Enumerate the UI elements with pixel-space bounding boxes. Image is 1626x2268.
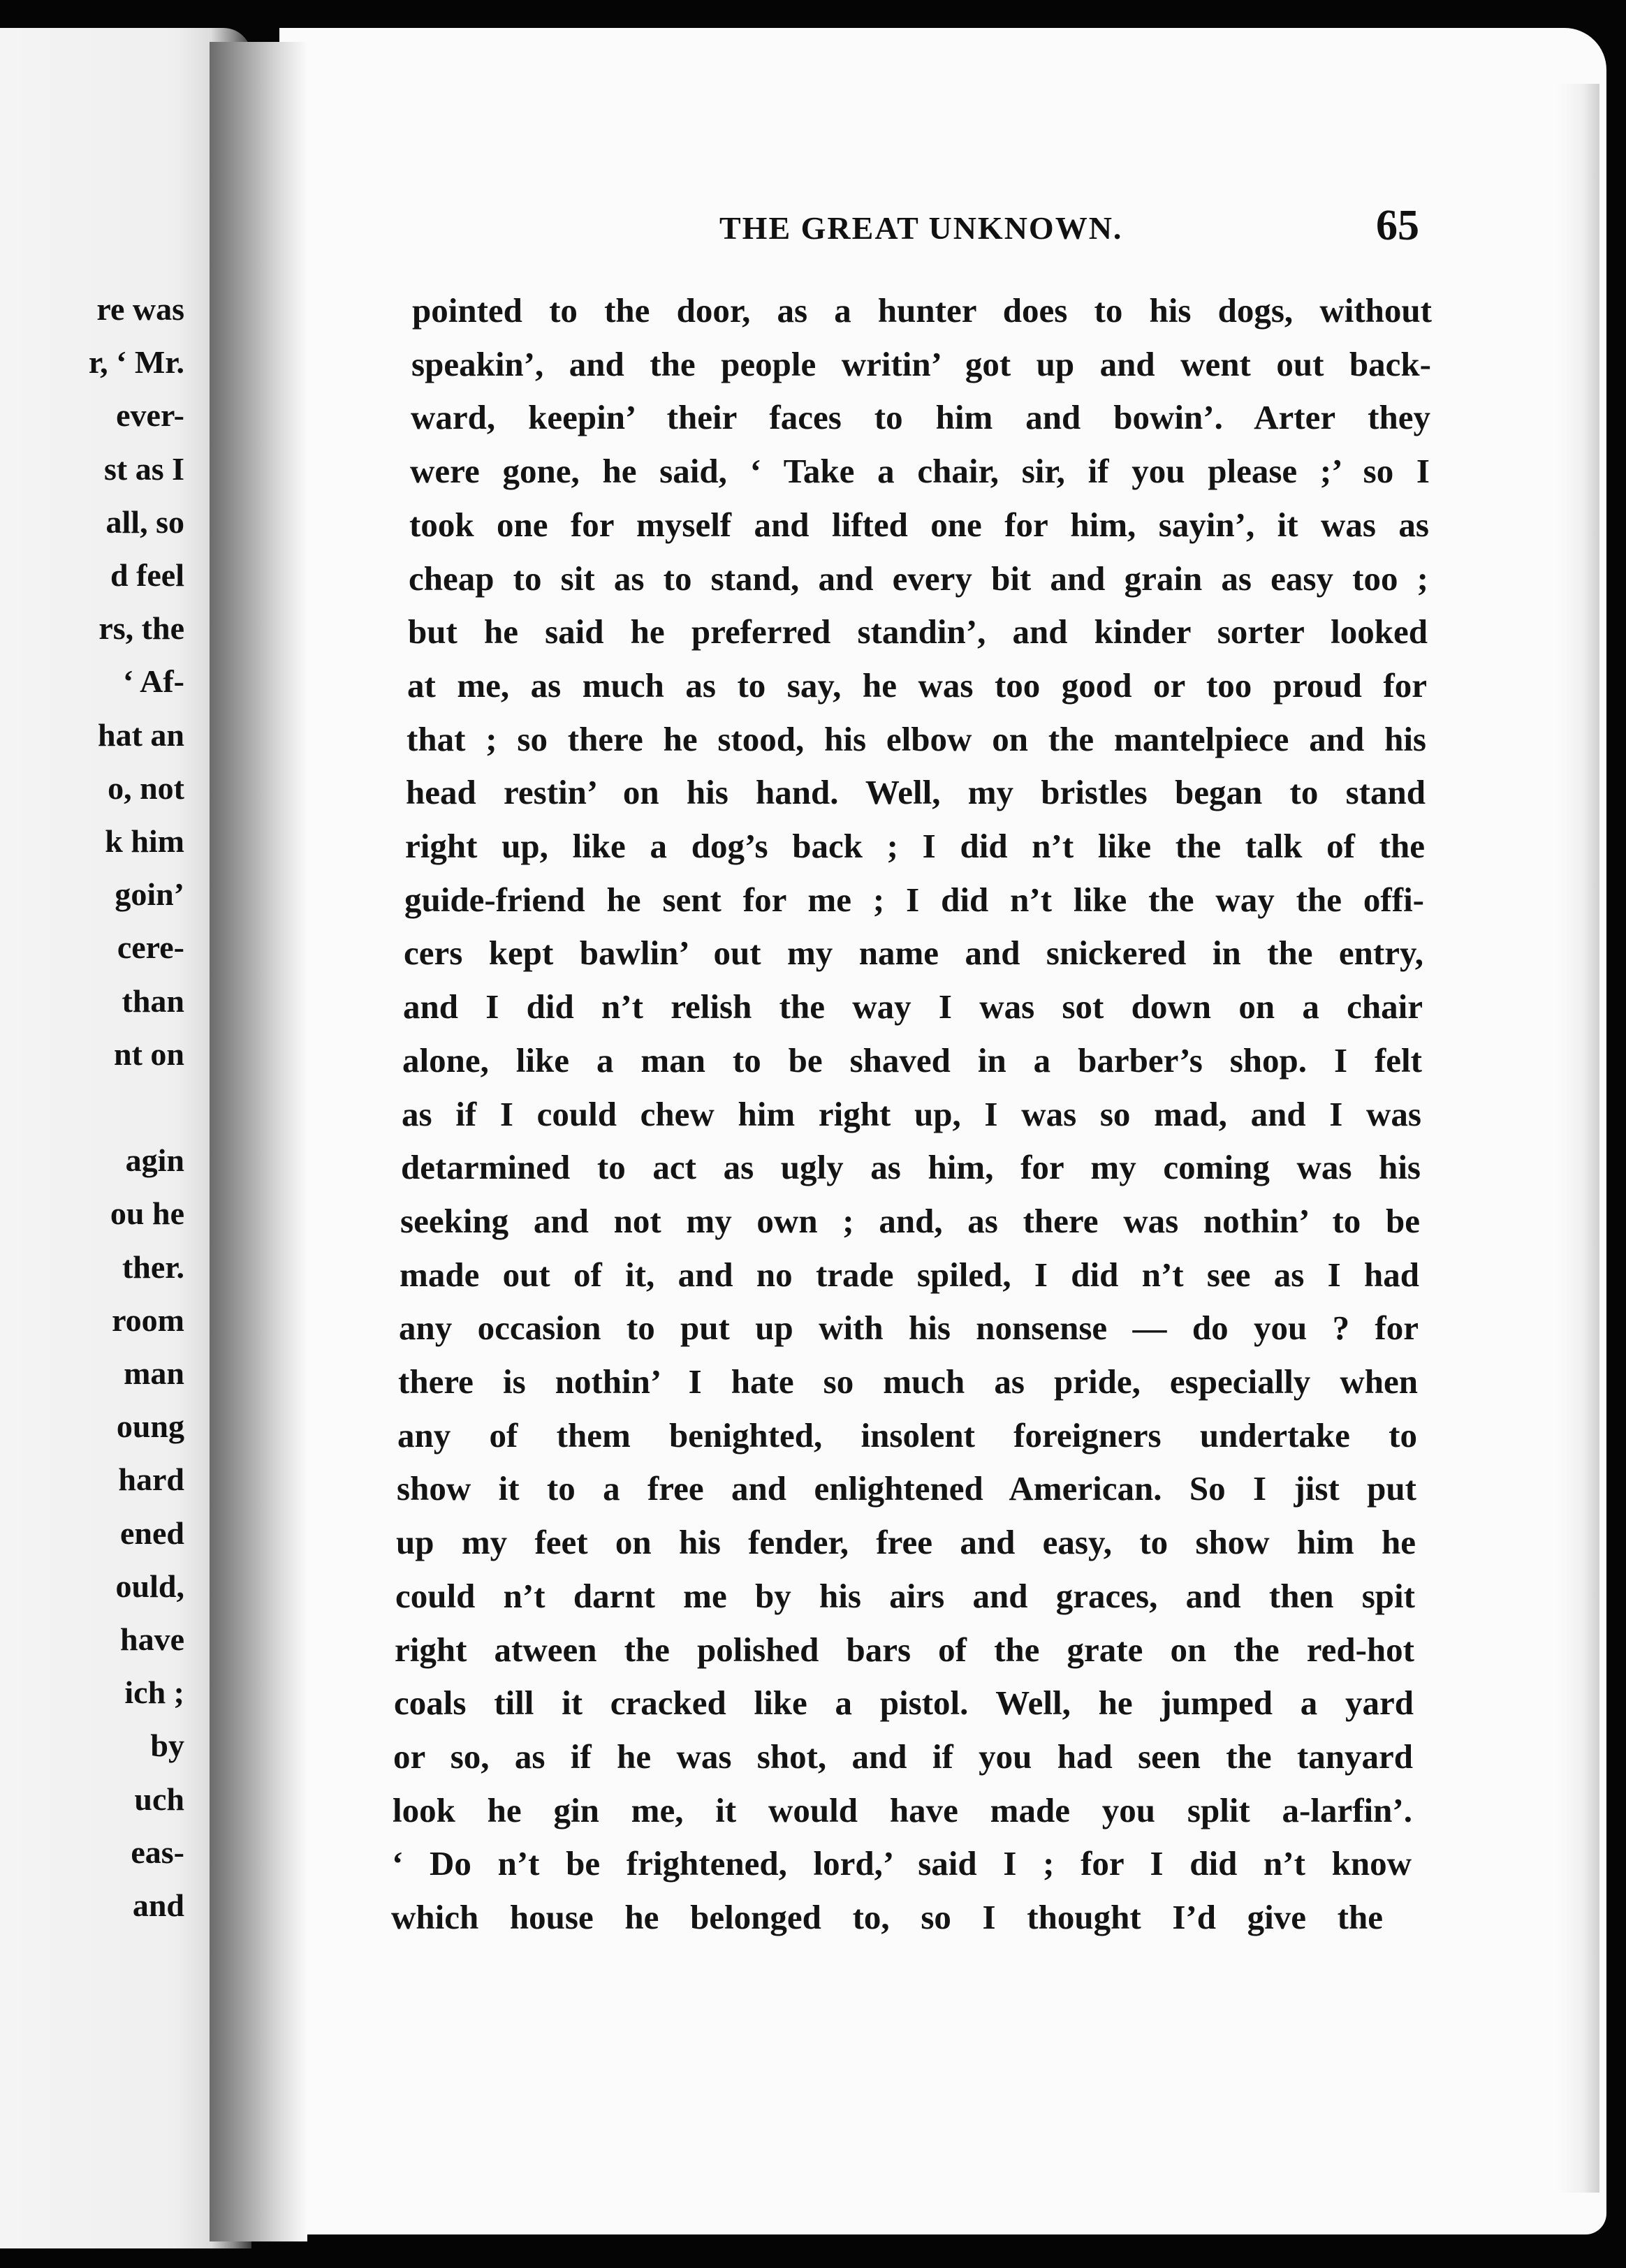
body-line: ward, keepin’ their faces to him and bowin’. Arter they [411, 398, 1430, 437]
left-page-line: ou he [110, 1195, 184, 1232]
gutter-shadow [210, 42, 307, 2241]
left-page-line: all, so [105, 503, 184, 540]
left-page-line: agin [125, 1142, 184, 1179]
left-page-line: ened [120, 1515, 184, 1551]
body-line: seeking and not my own ; and, as there was nothin’ to be [400, 1201, 1420, 1240]
body-line: pointed to the door, as a hunter does to his dogs, without [412, 291, 1432, 330]
body-line: cers kept bawlin’ out my name and snickered in the entry, [404, 934, 1423, 973]
left-page-line: o, not [108, 770, 184, 806]
body-line: at me, as much as to say, he was too good or too proud for [407, 665, 1427, 705]
left-page-line: and [132, 1887, 184, 1923]
body-line: but he said he preferred standin’, and kinder sorter looked [408, 612, 1428, 651]
left-page-line: man [124, 1355, 184, 1391]
body-line: were gone, he said, ‘ Take a chair, sir, if you please ;’ so I [410, 452, 1430, 491]
body-line: head restin’ on his hand. Well, my bristles began to stand [406, 773, 1426, 812]
body-line: which house he belonged to, so I thought I’d give the [391, 1898, 1383, 1936]
left-page-line: k him [105, 823, 184, 859]
left-page-line: eas- [131, 1834, 184, 1870]
left-page-line: ‘ Af- [122, 663, 184, 700]
body-line: that ; so there he stood, his elbow on the mantelpiece and his [406, 719, 1426, 758]
body-line: speakin’, and the people writin’ got up and went out back- [411, 344, 1431, 383]
body-line: cheap to sit as to stand, and every bit and grain as easy too ; [409, 559, 1428, 598]
body-line: took one for myself and lifted one for him, sayin’, it was as [409, 505, 1429, 544]
body-line: up my feet on his fender, free and easy, to show him he [396, 1523, 1416, 1562]
body-line: any occasion to put up with his nonsense — do you ? for [399, 1309, 1419, 1348]
body-line: guide-friend he sent for me ; I did n’t like the way the offi- [404, 880, 1424, 919]
left-page-line: st as I [103, 450, 184, 487]
running-head: THE GREAT UNKNOWN. [719, 210, 1123, 246]
left-page-line: have [120, 1621, 184, 1657]
left-page-line: ther. [122, 1249, 184, 1285]
body-line: detarmined to act as ugly as him, for my coming was his [401, 1148, 1421, 1187]
body-line: there is nothin’ I hate so much as pride, especially when [398, 1362, 1418, 1401]
left-page-line: by [150, 1728, 184, 1764]
body-line: look he gin me, it would have made you split a-larfin’. [393, 1790, 1412, 1829]
body-line: made out of it, and no trade spiled, I did n’t see as I had [400, 1255, 1419, 1294]
body-line: show it to a free and enlightened American. So I jist put [397, 1469, 1416, 1508]
left-page-line: uch [134, 1781, 184, 1817]
left-page-line: hat an [98, 716, 184, 753]
body-line: could n’t darnt me by his airs and graces, and then spit [395, 1576, 1415, 1615]
body-line: and I did n’t relish the way I was sot down on a chair [403, 987, 1423, 1026]
left-page-line: nt on [114, 1036, 184, 1072]
left-page-line: d feel [110, 557, 184, 593]
left-page-line: re was [96, 291, 184, 327]
left-page-line: ever- [116, 397, 184, 434]
left-page-line: than [122, 982, 184, 1019]
body-line: as if I could chew him right up, I was so mad, and I was [402, 1094, 1421, 1133]
left-page-line: oung [116, 1408, 184, 1445]
left-page-line: ould, [115, 1568, 184, 1604]
page-edge [1558, 84, 1599, 2193]
page-number: 65 [1376, 202, 1419, 249]
body-line: ‘ Do n’t be frightened, lord,’ said I ; for I did n’t know [392, 1844, 1412, 1883]
left-page-line: goin’ [115, 876, 184, 913]
left-page-line: rs, the [98, 610, 184, 647]
body-line: or so, as if he was shot, and if you had seen the tanyard [393, 1737, 1413, 1776]
body-line: right atween the polished bars of the grate on the red-hot [395, 1630, 1414, 1669]
left-page-line: cere- [117, 929, 184, 966]
body-line: coals till it cracked like a pistol. Well, he jumped a yard [394, 1684, 1414, 1723]
body-line: any of them benighted, insolent foreigners undertake to [397, 1415, 1417, 1455]
left-page-line: hard [118, 1461, 184, 1498]
body-line: right up, like a dog’s back ; I did n’t like the talk of the [405, 827, 1425, 865]
body-line: alone, like a man to be shaved in a barber’s shop. I felt [402, 1040, 1422, 1080]
left-page-line: room [112, 1302, 184, 1338]
left-page-line: r, ‘ Mr. [88, 344, 184, 381]
left-page-line: ich ; [124, 1674, 184, 1711]
